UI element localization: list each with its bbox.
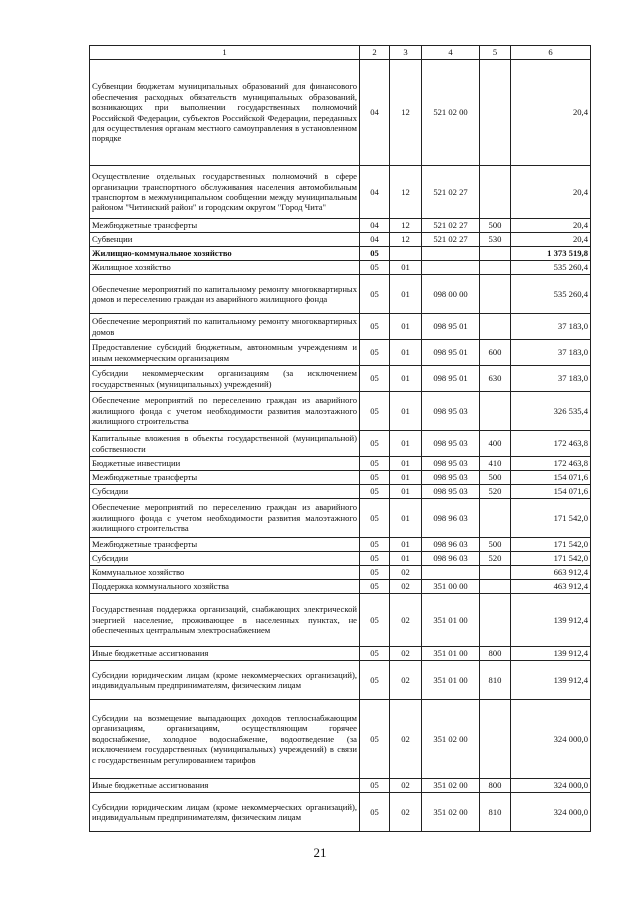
row-expense-type: 800 (480, 779, 511, 793)
row-name: Поддержка коммунального хозяйства (90, 580, 360, 594)
row-expense-type (480, 499, 511, 538)
row-name: Иные бюджетные ассигнования (90, 779, 360, 793)
row-section-code: 04 (360, 166, 390, 219)
row-amount: 20,4 (511, 233, 591, 247)
row-name: Субсидии на возмещение выпадающих доходов теплоснабжающим организациям, организациям, осуществляющим горячее водоснабжение, холодное водоснабжение, водоотведение (за исключением государственных (муниципальных) учреждений) в связи с государственным регулированием тарифов (90, 700, 360, 779)
row-section-code: 05 (360, 779, 390, 793)
row-expense-type: 810 (480, 793, 511, 832)
row-target-article: 098 96 03 (422, 538, 480, 552)
row-name: Субсидии юридическим лицам (кроме некоммерческих организаций), индивидуальным предпринимателям, физическим лицам (90, 793, 360, 832)
row-target-article: 521 02 00 (422, 60, 480, 166)
row-expense-type: 500 (480, 219, 511, 233)
table-row (90, 60, 591, 166)
row-section-code: 05 (360, 793, 390, 832)
row-target-article: 351 00 00 (422, 580, 480, 594)
row-name: Осуществление отдельных государственных полномочий в сфере организации транспортного обслуживания населения автомобильным транспортом в межмуниципальном сообщении между муниципальным районом "Читинский район" и городским округом "Город Чита" (90, 166, 360, 219)
budget-table (89, 45, 591, 832)
row-expense-type: 810 (480, 661, 511, 700)
row-amount: 324 000,0 (511, 779, 591, 793)
row-name: Обеспечение мероприятий по переселению граждан из аварийного жилищного фонда с учетом необходимости развития малоэтажного жилищного строительства (90, 499, 360, 538)
row-section-code: 05 (360, 580, 390, 594)
row-subsection-code: 02 (390, 661, 422, 700)
row-target-article: 351 02 00 (422, 793, 480, 832)
table-row (90, 166, 591, 219)
row-target-article: 351 01 00 (422, 661, 480, 700)
row-section-code: 05 (360, 471, 390, 485)
row-subsection-code: 01 (390, 457, 422, 471)
row-expense-type (480, 60, 511, 166)
row-name: Обеспечение мероприятий по капитальному ремонту многоквартирных домов (90, 314, 360, 340)
row-expense-type: 800 (480, 647, 511, 661)
row-expense-type (480, 314, 511, 340)
row-name: Субвенции бюджетам муниципальных образований для финансового обеспечения расходных обязательств муниципальных образований, возникающих при выполнении государственных полномочий Российской Федерации, субъектов Российской Федерации, переданных для осуществления органам местного самоуправления в установленном порядке (90, 60, 360, 166)
table-row (90, 594, 591, 647)
table-body (90, 60, 591, 832)
row-section-code: 05 (360, 392, 390, 431)
row-target-article (422, 566, 480, 580)
row-expense-type (480, 261, 511, 275)
row-subsection-code: 02 (390, 594, 422, 647)
row-expense-type: 500 (480, 471, 511, 485)
row-section-code: 05 (360, 552, 390, 566)
row-subsection-code: 12 (390, 219, 422, 233)
row-target-article: 351 01 00 (422, 647, 480, 661)
row-subsection-code: 01 (390, 392, 422, 431)
row-target-article: 098 95 01 (422, 314, 480, 340)
row-amount: 37 183,0 (511, 366, 591, 392)
row-section-code: 05 (360, 275, 390, 314)
row-expense-type (480, 392, 511, 431)
row-section-code: 05 (360, 247, 390, 261)
row-section-code: 05 (360, 314, 390, 340)
row-section-code: 05 (360, 566, 390, 580)
row-name: Обеспечение мероприятий по капитальному ремонту многоквартирных домов и переселению граждан из аварийного жилищного фонда (90, 275, 360, 314)
row-expense-type: 520 (480, 552, 511, 566)
row-name: Субсидии юридическим лицам (кроме некоммерческих организаций), индивидуальным предпринимателям, физическим лицам (90, 661, 360, 700)
row-name: Межбюджетные трансферты (90, 538, 360, 552)
row-name: Субсидии (90, 552, 360, 566)
row-name: Коммунальное хозяйство (90, 566, 360, 580)
row-amount: 37 183,0 (511, 340, 591, 366)
row-expense-type: 400 (480, 431, 511, 457)
row-amount: 172 463,8 (511, 457, 591, 471)
row-subsection-code: 01 (390, 485, 422, 499)
table-row (90, 471, 591, 485)
table-row (90, 552, 591, 566)
table-row (90, 499, 591, 538)
row-subsection-code: 01 (390, 499, 422, 538)
row-subsection-code: 12 (390, 233, 422, 247)
row-subsection-code: 01 (390, 366, 422, 392)
row-name: Субсидии некоммерческим организациям (за исключением государственных (муниципальных) учреждений) (90, 366, 360, 392)
row-subsection-code: 01 (390, 261, 422, 275)
row-amount: 663 912,4 (511, 566, 591, 580)
row-name: Государственная поддержка организаций, снабжающих электрической энергией население, проживающее в населенных пунктах, не обеспеченных центральным электроснабжением (90, 594, 360, 647)
col-header-4: 4 (422, 46, 480, 60)
row-subsection-code: 12 (390, 166, 422, 219)
row-target-article: 098 95 01 (422, 366, 480, 392)
row-amount: 171 542,0 (511, 552, 591, 566)
row-amount: 154 071,6 (511, 471, 591, 485)
row-section-code: 04 (360, 60, 390, 166)
table-row (90, 538, 591, 552)
row-name: Субсидии (90, 485, 360, 499)
row-target-article: 098 96 03 (422, 552, 480, 566)
page-number: 21 (313, 845, 327, 860)
row-amount: 139 912,4 (511, 647, 591, 661)
row-name: Иные бюджетные ассигнования (90, 647, 360, 661)
row-subsection-code: 02 (390, 700, 422, 779)
row-target-article: 098 96 03 (422, 499, 480, 538)
row-section-code: 05 (360, 340, 390, 366)
table-row (90, 340, 591, 366)
row-amount: 463 912,4 (511, 580, 591, 594)
table-row (90, 457, 591, 471)
row-amount: 326 535,4 (511, 392, 591, 431)
row-target-article: 521 02 27 (422, 233, 480, 247)
row-subsection-code: 02 (390, 647, 422, 661)
table-row (90, 261, 591, 275)
row-subsection-code: 01 (390, 340, 422, 366)
row-expense-type: 630 (480, 366, 511, 392)
row-amount: 139 912,4 (511, 594, 591, 647)
row-section-code: 05 (360, 661, 390, 700)
table-row (90, 779, 591, 793)
table-row (90, 431, 591, 457)
row-amount: 172 463,8 (511, 431, 591, 457)
row-name: Жилищное хозяйство (90, 261, 360, 275)
table-row (90, 392, 591, 431)
row-section-code: 05 (360, 499, 390, 538)
row-section-code: 04 (360, 233, 390, 247)
col-header-2: 2 (360, 46, 390, 60)
row-expense-type (480, 275, 511, 314)
row-target-article (422, 261, 480, 275)
row-expense-type: 600 (480, 340, 511, 366)
row-amount: 324 000,0 (511, 700, 591, 779)
row-target-article: 098 95 03 (422, 485, 480, 499)
row-amount: 37 183,0 (511, 314, 591, 340)
table-row (90, 247, 591, 261)
row-amount: 139 912,4 (511, 661, 591, 700)
table-row (90, 793, 591, 832)
row-name: Капитальные вложения в объекты государственной (муниципальной) собственности (90, 431, 360, 457)
row-amount: 154 071,6 (511, 485, 591, 499)
row-target-article: 098 95 03 (422, 457, 480, 471)
row-amount: 171 542,0 (511, 499, 591, 538)
row-name: Обеспечение мероприятий по переселению граждан из аварийного жилищного фонда с учетом необходимости развития малоэтажного жилищного строительства (90, 392, 360, 431)
row-subsection-code: 01 (390, 538, 422, 552)
row-amount: 171 542,0 (511, 538, 591, 552)
row-section-code: 05 (360, 594, 390, 647)
row-amount: 535 260,4 (511, 261, 591, 275)
col-header-5: 5 (480, 46, 511, 60)
row-subsection-code: 01 (390, 471, 422, 485)
row-target-article: 351 01 00 (422, 594, 480, 647)
row-subsection-code: 01 (390, 314, 422, 340)
row-name: Бюджетные инвестиции (90, 457, 360, 471)
row-expense-type (480, 700, 511, 779)
row-subsection-code: 02 (390, 779, 422, 793)
table-row (90, 700, 591, 779)
table-row (90, 366, 591, 392)
row-section-code: 05 (360, 431, 390, 457)
row-target-article: 098 95 01 (422, 340, 480, 366)
row-subsection-code: 01 (390, 275, 422, 314)
row-expense-type: 410 (480, 457, 511, 471)
row-amount: 1 373 519,8 (511, 247, 591, 261)
row-name: Субвенции (90, 233, 360, 247)
row-expense-type: 500 (480, 538, 511, 552)
row-name: Предоставление субсидий бюджетным, автономным учреждениям и иным некоммерческим организациям (90, 340, 360, 366)
table-row (90, 485, 591, 499)
row-target-article (422, 247, 480, 261)
row-subsection-code: 02 (390, 566, 422, 580)
table-row (90, 580, 591, 594)
row-amount: 20,4 (511, 60, 591, 166)
col-header-6: 6 (511, 46, 591, 60)
row-subsection-code: 02 (390, 793, 422, 832)
row-target-article: 098 00 00 (422, 275, 480, 314)
table-row (90, 647, 591, 661)
table-row (90, 314, 591, 340)
table-row (90, 233, 591, 247)
row-amount: 324 000,0 (511, 793, 591, 832)
row-target-article: 351 02 00 (422, 779, 480, 793)
row-expense-type (480, 566, 511, 580)
row-name: Межбюджетные трансферты (90, 471, 360, 485)
row-expense-type (480, 580, 511, 594)
row-expense-type (480, 166, 511, 219)
row-section-code: 05 (360, 485, 390, 499)
table-row (90, 661, 591, 700)
row-expense-type (480, 594, 511, 647)
row-section-code: 05 (360, 538, 390, 552)
col-header-3: 3 (390, 46, 422, 60)
header-row (90, 46, 591, 60)
row-section-code: 05 (360, 700, 390, 779)
row-expense-type: 530 (480, 233, 511, 247)
row-subsection-code: 02 (390, 580, 422, 594)
row-section-code: 05 (360, 647, 390, 661)
row-target-article: 098 95 03 (422, 471, 480, 485)
row-subsection-code: 01 (390, 431, 422, 457)
row-section-code: 05 (360, 261, 390, 275)
row-target-article: 521 02 27 (422, 166, 480, 219)
row-amount: 535 260,4 (511, 275, 591, 314)
row-subsection-code: 12 (390, 60, 422, 166)
row-name: Межбюджетные трансферты (90, 219, 360, 233)
row-expense-type (480, 247, 511, 261)
row-target-article: 098 95 03 (422, 431, 480, 457)
row-name: Жилищно-коммунальное хозяйство (90, 247, 360, 261)
row-target-article: 521 02 27 (422, 219, 480, 233)
row-target-article: 098 95 03 (422, 392, 480, 431)
row-section-code: 05 (360, 366, 390, 392)
table-row (90, 566, 591, 580)
col-header-1: 1 (90, 46, 360, 60)
row-amount: 20,4 (511, 166, 591, 219)
row-subsection-code (390, 247, 422, 261)
row-target-article: 351 02 00 (422, 700, 480, 779)
row-section-code: 05 (360, 457, 390, 471)
row-subsection-code: 01 (390, 552, 422, 566)
row-expense-type: 520 (480, 485, 511, 499)
row-amount: 20,4 (511, 219, 591, 233)
table-row (90, 219, 591, 233)
row-section-code: 04 (360, 219, 390, 233)
table-row (90, 275, 591, 314)
